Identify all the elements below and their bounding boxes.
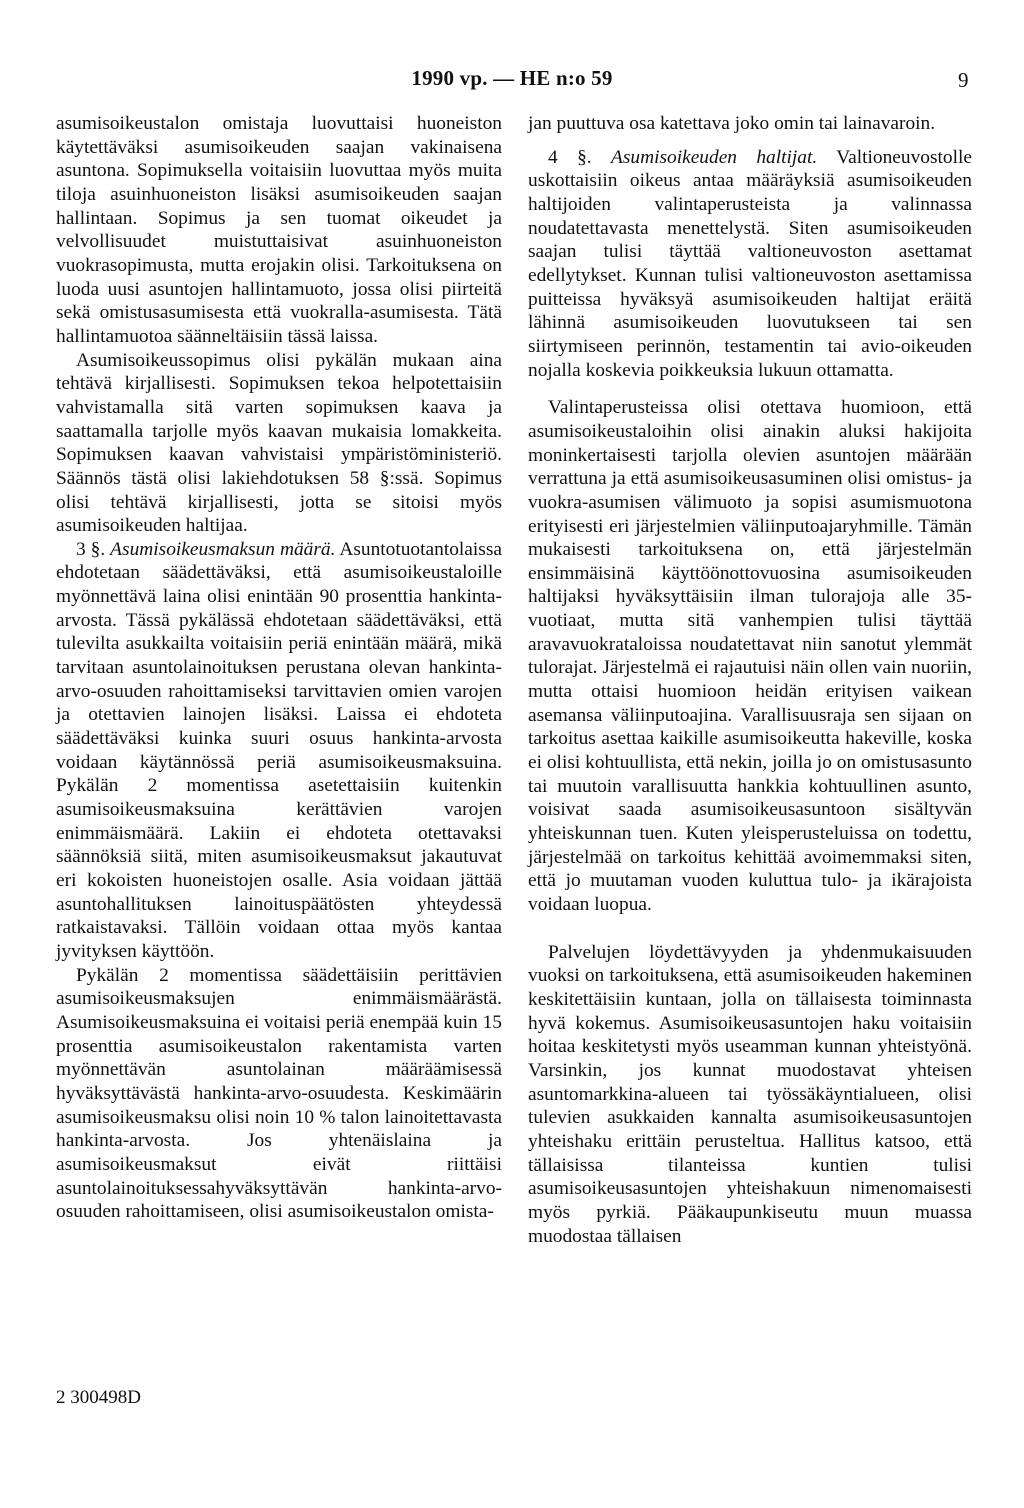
left-paragraph-4: Pykälän 2 momentissa säädettäisiin perittävien asumisoikeusmaksujen enimmäismäärästä. Asumisoikeusmaksuina ei voitaisi periä enempää kuin 15 prosenttia asumisoikeustalon rakentamista varten myönnettävän asuntolainan määräämisessä hyväksyttävästä hankinta-arvo-osuudesta. Keskimäärin asumisoikeusmaksu olisi noin 10 % talon lainoitettavasta hankinta-arvosta. Jos yhtenäislaina ja asumisoikeusmaksut eivät riittäisi asuntolainoituksessahyväksyttävän hankinta-arvo-osuuden rahoittamiseen, olisi asumisoikeustalon omista-: [56, 964, 502, 1223]
right-column: [528, 112, 972, 1248]
page-number: 9: [958, 68, 969, 92]
section-3-body: Asuntotuotantolaissa ehdotetaan säädettäväksi, että asumisoikeustaloille myönnettävä laina olisi enintään 90 prosenttia hankinta-arvosta. Tässä pykälässä ehdotetaan säädettäväksi, että tulevilta asukkailta voitaisiin periä enintään määrä, mikä tarvitaan asuntolainoituksen perustana olevan hankinta-arvo-osuuden rahoittamiseksi tarvittavien omien varojen ja otettavien lainojen lisäksi. Laissa ei ehdoteta säädettäväksi kuinka suuri osuus hankinta-arvosta voidaan käytännössä periä asumisoikeusmaksuina. Pykälän 2 momentissa asetettaisiin kuitenkin asumisoikeusmaksuina kerättävien varojen enimmäismäärä. Lakiin ei ehdoteta otettavaksi säännöksiä siitä, miten asumisoikeusmaksut jakautuvat eri kokoisten huoneistojen osalle. Asia voidaan jättää asuntohallituksen lainoituspäätösten yhteydessä ratkaistavaksi. Tällöin voidaan ottaa myös kantaa jyvityksen käyttöön.: [56, 538, 502, 962]
section-3-number: 3 §.: [76, 538, 106, 560]
right-paragraph-2: [528, 146, 972, 383]
left-paragraph-2: Asumisoikeussopimus olisi pykälän mukaan aina tehtävä kirjallisesti. Sopimuksen tekoa helpotettaisiin vahvistamalla sitä varten sopimuksen kaava ja saattamalla tarjolle myös kaavan mukaisia lomakkeita. Sopimuksen kaavan vahvistaisi ympäristöministeriö. Säännös tästä olisi lakiehdotuksen 58 §:ssä. Sopimus olisi tehtävä kirjallisesti, jotta se sitoisi myös asumisoikeuden haltijaa.: [56, 349, 502, 537]
section-3-title: Asumisoikeusmaksun määrä.: [110, 538, 336, 560]
running-title: 1990 vp. — HE n:o 59: [411, 66, 613, 90]
left-column: [56, 112, 502, 1224]
left-paragraph-3: [56, 538, 502, 964]
left-paragraph-1: asumisoikeustalon omistaja luovuttaisi huoneiston käytettäväksi asumisoikeuden saajan vakinaisena asuntona. Sopimuksella voitaisiin luovuttaa myös muita tiloja asuinhuoneiston lisäksi asumisoikeuden saajan hallintaan. Sopimus ja sen tuomat oikeudet ja velvollisuudet muistuttaisivat asuinhuoneiston vuokrasopimusta, mutta erojakin olisi. Tarkoituksena on luoda uusi asuntojen hallintamuoto, jossa olisi piirteitä sekä omistusasumisesta että vuokralla-asumisesta. Tätä hallintamuotoa säänneltäisiin tässä laissa.: [56, 113, 502, 347]
print-code: 2 300498D: [56, 1387, 141, 1408]
right-paragraph-4: Palvelujen löydettävyyden ja yhdenmukaisuuden vuoksi on tarkoituksena, että asumisoikeuden hakeminen keskitettäisiin kuntaan, jolla on tällaisesta toiminnasta hyvä kokemus. Asumisoikeusasuntojen haku voitaisiin hoitaa keskitetysti myös useamman kunnan yhteistyönä. Varsinkin, jos kunnat muodostavat yhteisen asuntomarkkina-alueen tai työssäkäyntialueen, olisi tulevien asukkaiden kannalta asumisoikeusasuntojen yhteishaku erittäin perusteltua. Hallitus katsoo, että tällaisissa tilanteissa kuntien tulisi asumisoikeusasuntojen yhteishakuun nimenomaisesti myös pyrkiä. Pääkaupunkiseutu muun muassa muodostaa tällaisen: [528, 941, 972, 1247]
section-4-title: Asumisoikeuden haltijat.: [610, 146, 818, 168]
right-paragraph-3: Valintaperusteissa olisi otettava huomioon, että asumisoikeustaloihin olisi ainakin aluksi hakijoita moninkertaisesti tarjolla olevien asuntojen määrään verrattuna ja että asumisoikeusasuminen olisi omistus- ja vuokra-asumisen välimuoto ja sopisi asumismuotona erityisesti eri järjestelmien väliinputoajaryhmille. Tämän mukaisesti tarkoituksena on, että järjestelmän ensimmäisinä käyttöönottovuosina asumisoikeuden haltijaksi hyväksyttäisiin ilman tulorajoja alle 35-vuotiaat, mutta sitä vanhempien tulisi täyttää aravavuokrataloissa noudatettavat niin sanotut ylemmät tulorajat. Järjestelmä ei rajautuisi näin ollen vain nuoriin, mutta ottaisi huomioon heidän erityisen vaikean asemansa väliinputoajina. Varallisuusraja sen sijaan on tarkoitus asettaa kaikille asumisoikeutta hakeville, koska ei olisi kohtuullista, että nekin, joilla jo on omistusasunto tai muutoin varallisuutta hankkia kohtuullinen asunto, voisivat saada asumisoikeusasuntoon sisältyvän yhteiskunnan tuen. Kuten yleisperusteluissa on todettu, järjestelmää on tarkoitus kehittää avoimemmaksi siten, että jo muutaman vuoden kuluttua tulo- ja ikärajoista voidaan luopua.: [528, 397, 972, 915]
section-4-body: Valtioneuvostolle uskottaisiin oikeus antaa määräyksiä asumisoikeuden haltijoiden valintaperusteista ja valinnassa noudatettavasta menettelystä. Siten asumisoikeuden saajan tulisi täyttää valtioneuvoston asettamat edellytykset. Kunnan tulisi valtioneuvoston asettamissa puitteissa hyväksyä asumisoikeuden haltijat eräitä lähinnä asumisoikeuden luovutukseen tai sen siirtymiseen perinnön, testamentin tai avio-oikeuden nojalla koskevia poikkeuksia lukuun ottamatta.: [528, 146, 972, 381]
section-4-number: 4 §.: [548, 146, 592, 168]
right-paragraph-1: jan puuttuva osa katettava joko omin tai lainavaroin.: [528, 113, 936, 134]
